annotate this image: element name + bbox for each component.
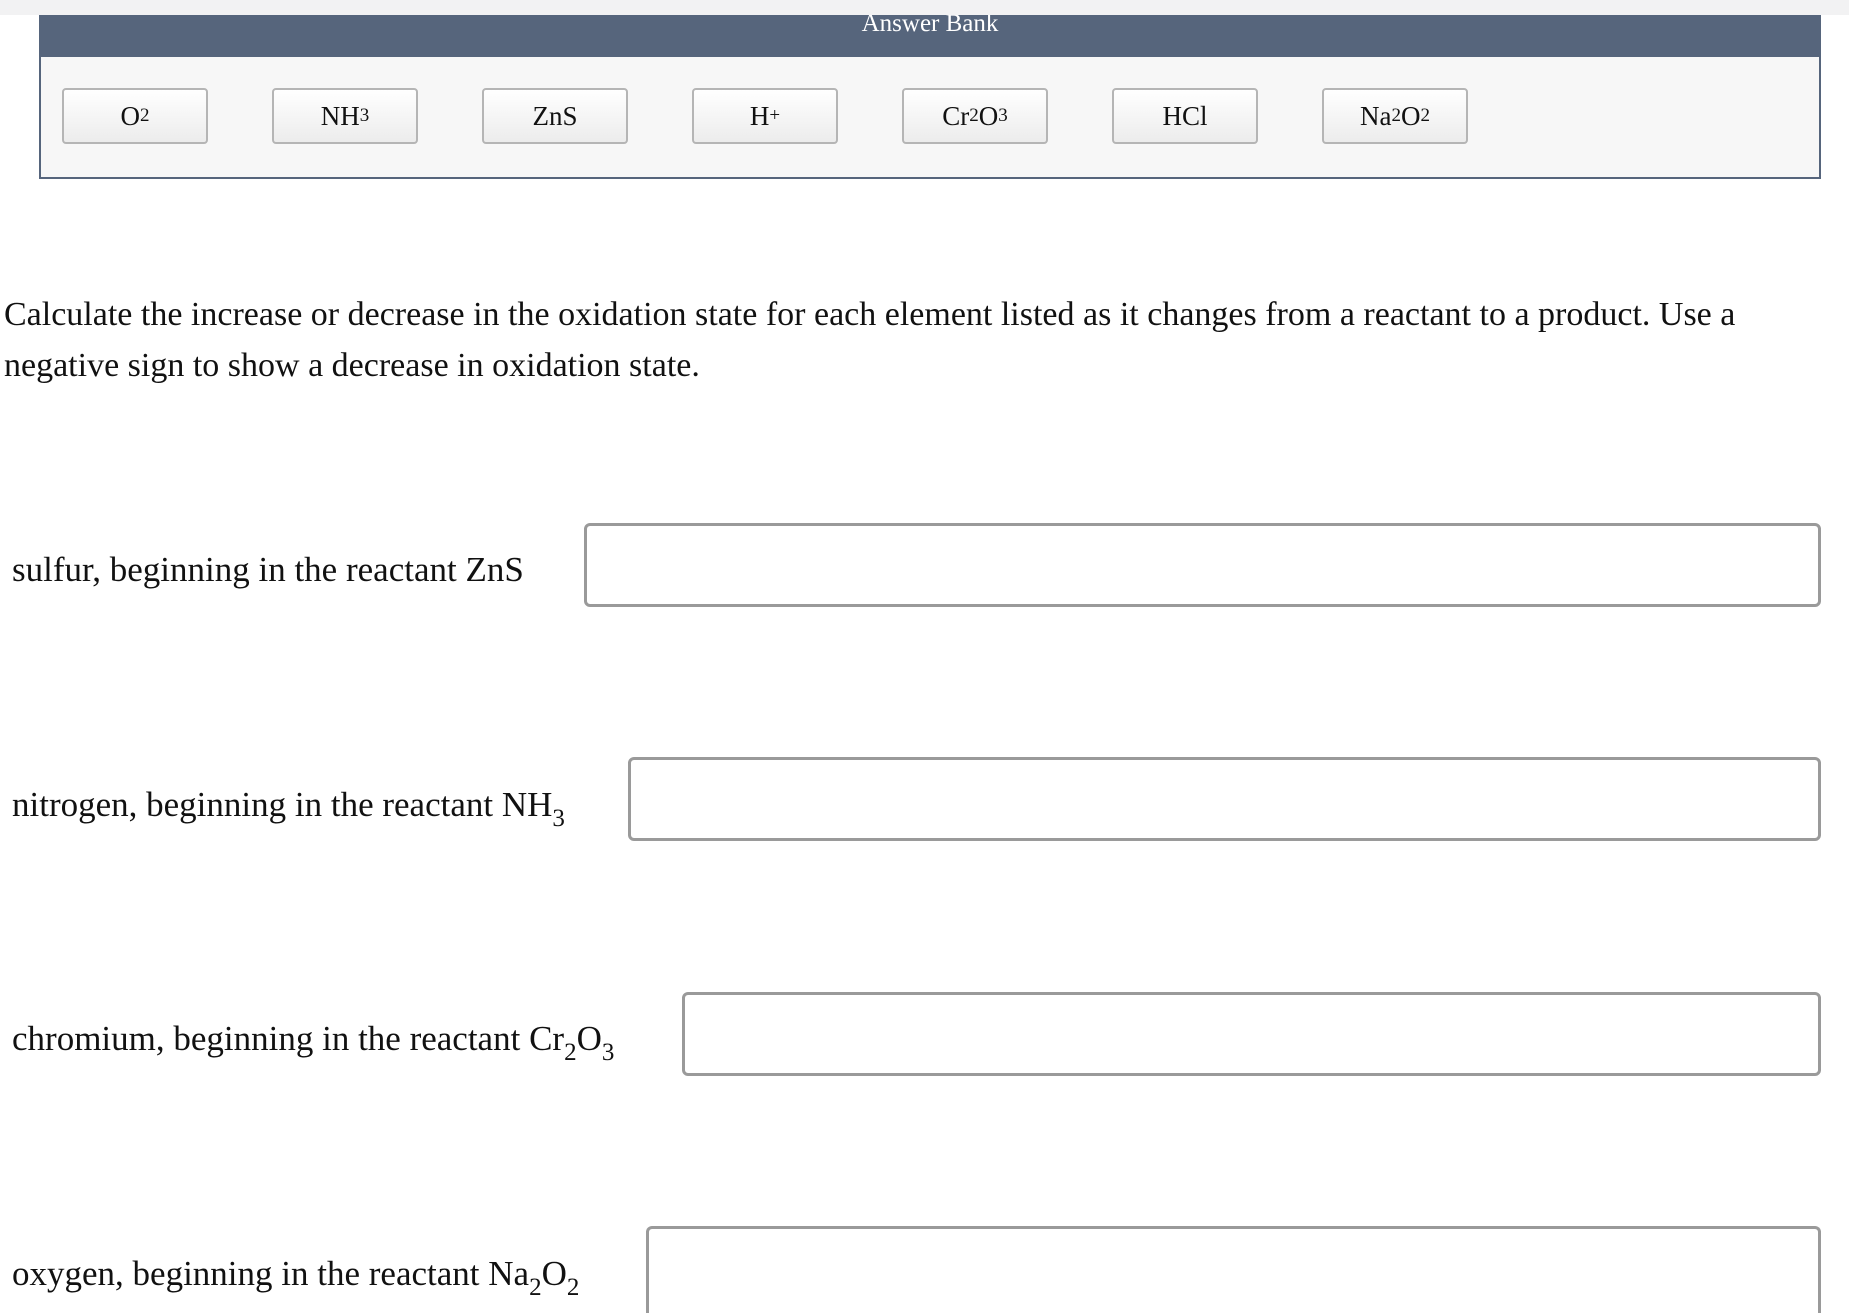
- answer-bank-title: Answer Bank: [861, 15, 999, 37]
- question-label-sulfur: sulfur, beginning in the reactant ZnS: [12, 550, 524, 589]
- answer-input-sulfur[interactable]: [584, 523, 1821, 607]
- answer-bank-tokens: [41, 57, 1819, 177]
- token-nh3[interactable]: NH 3: [272, 88, 418, 144]
- instructions-text: Calculate the increase or decrease in the oxidation state for each element listed as it changes from a reactant to a product. Use a negative sign to show a decrease in oxidation state.: [4, 296, 1736, 384]
- token-h-plus[interactable]: H +: [692, 88, 838, 144]
- token-hcl[interactable]: HCl: [1112, 88, 1258, 144]
- question-label-chromium: chromium, beginning in the reactant $Cr_2O_3$: [12, 1019, 615, 1066]
- top-strip: [0, 0, 1849, 15]
- token-o2[interactable]: O 2: [62, 88, 208, 144]
- token-zns[interactable]: ZnS: [482, 88, 628, 144]
- answer-bank-header: [41, 15, 1819, 57]
- question-label-oxygen: oxygen, beginning in the reactant $Na_2O_2$: [12, 1254, 580, 1301]
- answer-input-nitrogen[interactable]: [628, 757, 1821, 841]
- answer-input-oxygen[interactable]: [646, 1226, 1821, 1313]
- token-na2o2[interactable]: Na 2 O 2: [1322, 88, 1468, 144]
- token-cr2o3[interactable]: Cr 2 O 3: [902, 88, 1048, 144]
- answer-input-chromium[interactable]: [682, 992, 1821, 1076]
- question-label-nitrogen: nitrogen, beginning in the reactant $NH_3$: [12, 785, 565, 832]
- answer-bank: [39, 15, 1821, 179]
